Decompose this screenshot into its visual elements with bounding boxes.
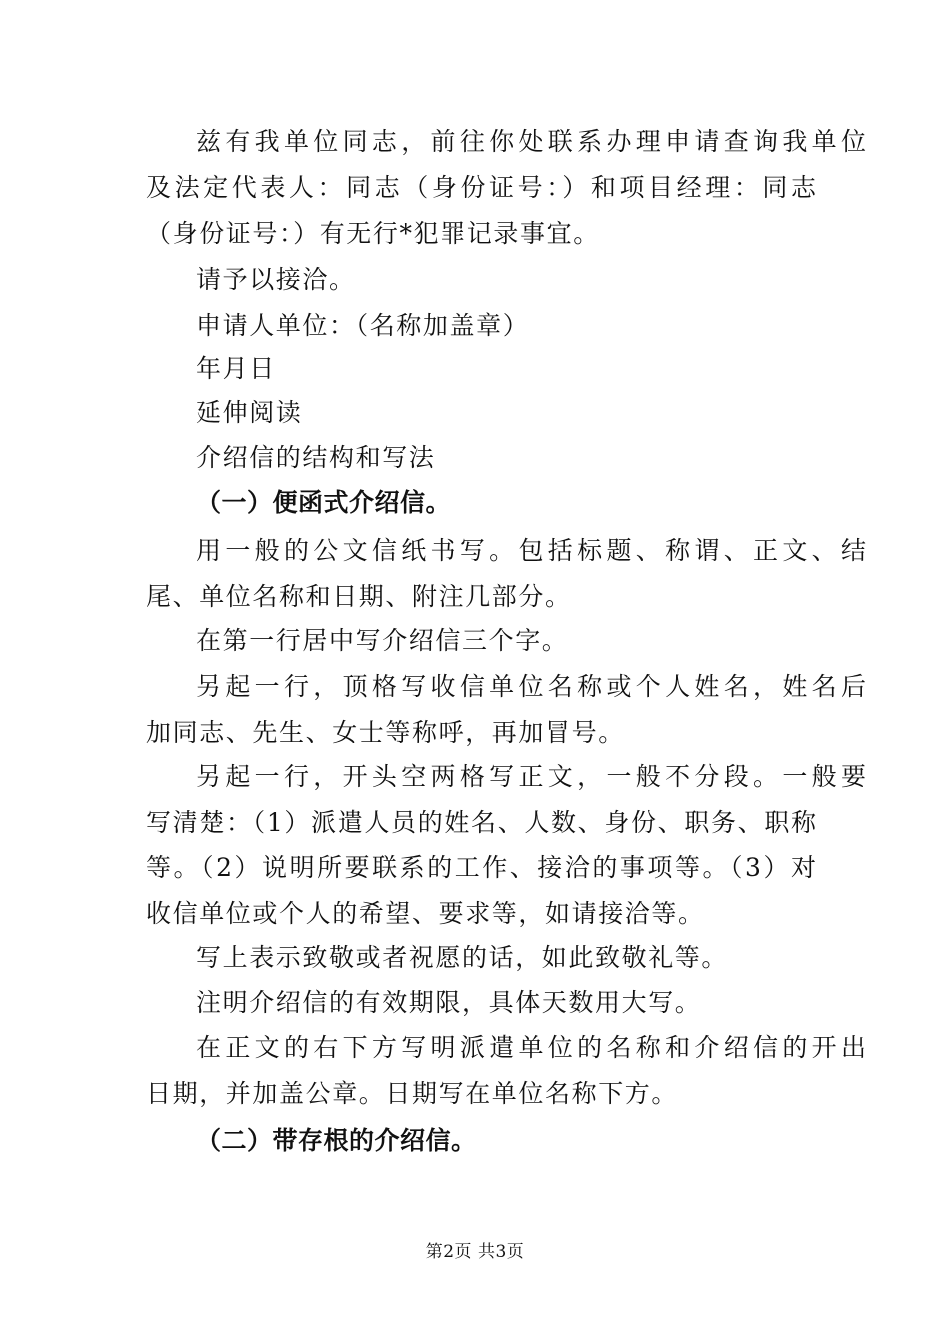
subsection-heading: （二）带存根的介绍信。: [196, 1126, 477, 1155]
paragraph-line: 写上表示致敬或者祝愿的话，如此致敬礼等。: [196, 943, 729, 972]
paragraph-line: 延伸阅读: [196, 398, 303, 427]
paragraph-line: 尾、单位名称和日期、附注几部分。: [146, 582, 572, 611]
paragraph-line: 写清楚：（1）派遣人员的姓名、人数、身份、职务、职称: [146, 808, 816, 837]
paragraph-line: 用一般的公文信纸书写。包括标题、称谓、正文、结: [196, 536, 866, 565]
paragraph-line: 加同志、先生、女士等称呼，再加冒号。: [146, 718, 625, 747]
paragraph-line: 在第一行居中写介绍信三个字。: [196, 626, 569, 655]
paragraph-line: 及法定代表人：同志（身份证号：）和项目经理：同志: [146, 173, 816, 202]
paragraph-line: 年月日: [196, 354, 276, 383]
paragraph-line: 等。（2）说明所要联系的工作、接洽的事项等。（3）对: [146, 853, 816, 882]
paragraph-line: 另起一行，开头空两格写正文，一般不分段。一般要: [196, 762, 866, 791]
paragraph-line: 在正文的右下方写明派遣单位的名称和介绍信的开出: [196, 1033, 866, 1062]
paragraph-line: 另起一行，顶格写收信单位名称或个人姓名，姓名后: [196, 672, 866, 701]
paragraph-line: （身份证号：）有无行*犯罪记录事宜。: [146, 219, 600, 248]
page-footer: 第2页 共3页: [425, 1242, 525, 1262]
subsection-heading: （一）便函式介绍信。: [196, 488, 452, 517]
paragraph-line: 注明介绍信的有效期限，具体天数用大写。: [196, 988, 702, 1017]
paragraph-line: 兹有我单位同志，前往你处联系办理申请查询我单位: [196, 127, 866, 156]
section-heading: 介绍信的结构和写法: [196, 443, 436, 472]
paragraph-line: 日期，并加盖公章。日期写在单位名称下方。: [146, 1079, 679, 1108]
paragraph-line: 申请人单位：（名称加盖章）: [196, 311, 530, 340]
paragraph-line: 请予以接洽。: [196, 265, 356, 294]
paragraph-line: 收信单位或个人的希望、要求等，如请接洽等。: [146, 899, 705, 928]
